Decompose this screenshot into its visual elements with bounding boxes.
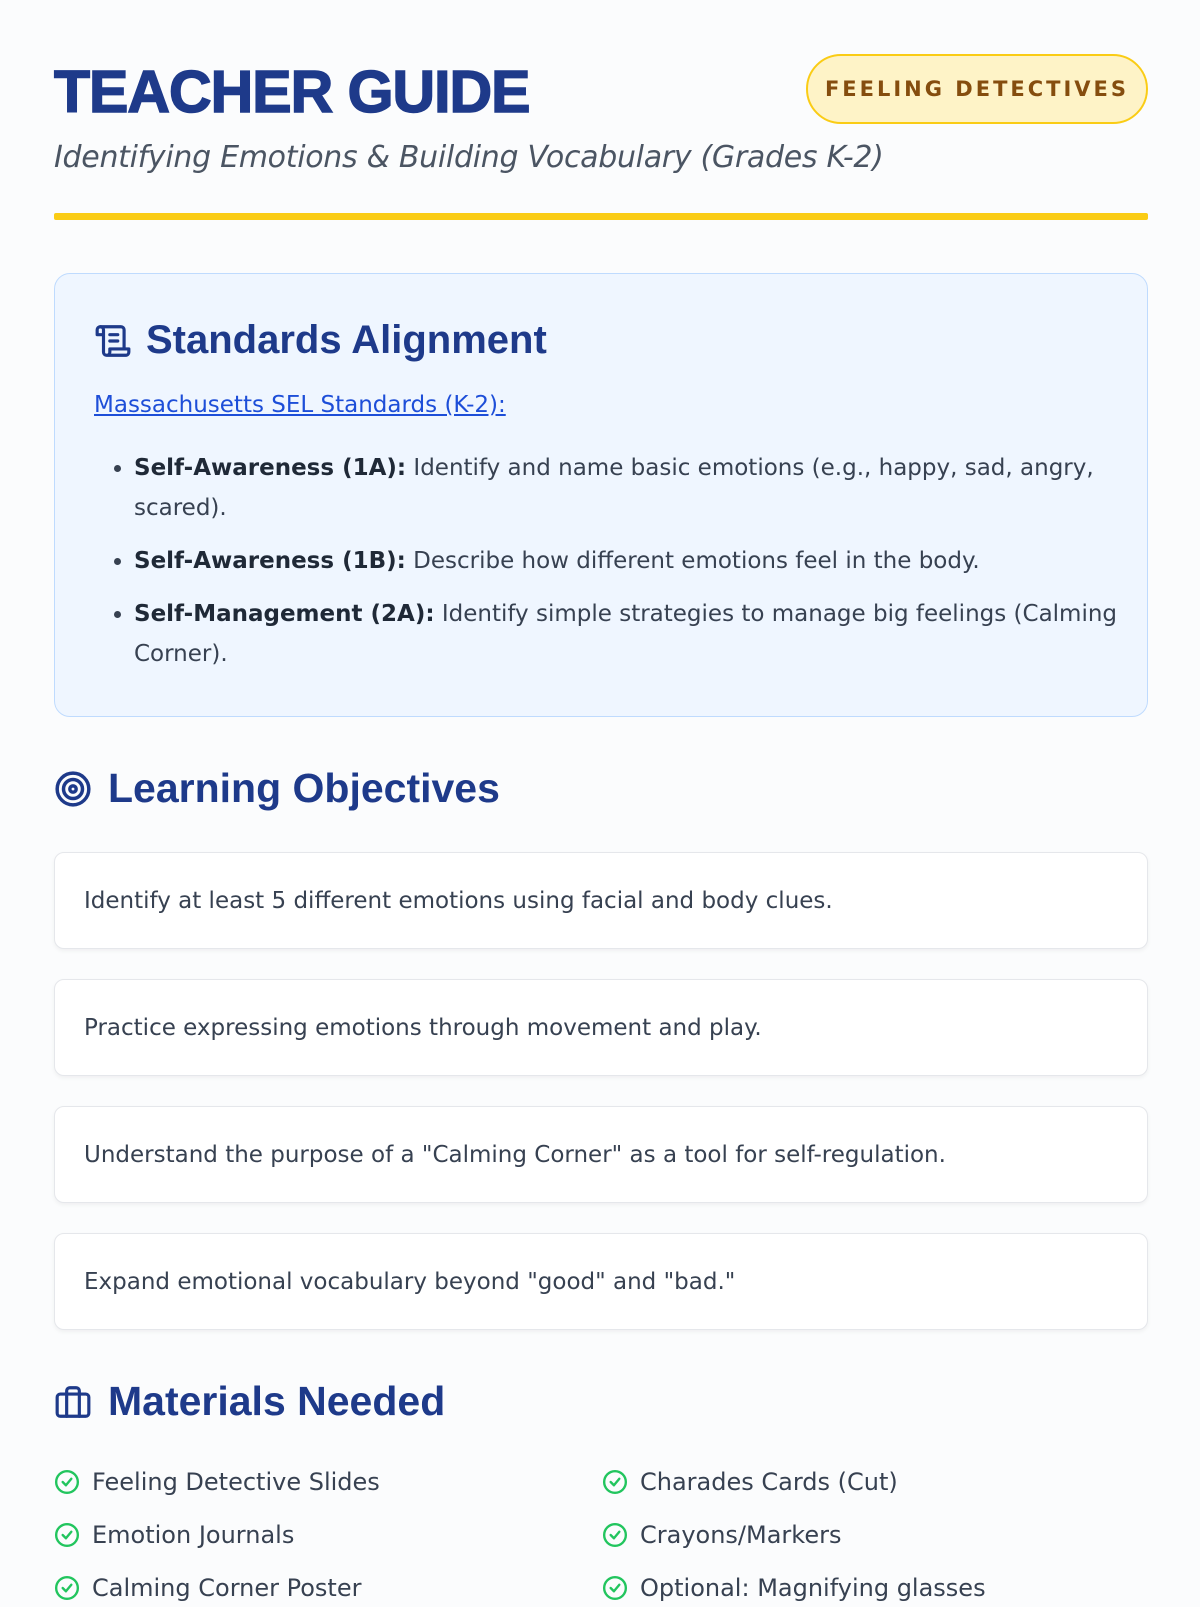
standards-heading [94, 318, 547, 363]
standard-label: Self-Management (2A): [134, 601, 435, 627]
material-label: Optional: Magnifying glasses [640, 1573, 986, 1602]
material-item [602, 1462, 1148, 1501]
material-item [602, 1515, 1148, 1554]
material-item [602, 1568, 1148, 1607]
standards-list [94, 448, 1134, 687]
material-label: Charades Cards (Cut) [640, 1467, 898, 1496]
material-item [54, 1568, 602, 1607]
objective-card [54, 1106, 1148, 1203]
header [54, 0, 1148, 221]
standard-item [134, 448, 1134, 528]
objective-text: Expand emotional vocabulary beyond "good" and "bad." [84, 1268, 736, 1295]
standard-item [134, 541, 1134, 581]
standard-text: Identify simple strategies to manage big feelings (Calming Corner). [134, 601, 1118, 667]
scroll-icon [94, 322, 132, 360]
objectives-heading [54, 765, 500, 812]
material-label: Emotion Journals [92, 1520, 295, 1549]
standard-label: Self-Awareness (1A): [134, 455, 407, 481]
objectives-heading-text: Learning Objectives [108, 765, 500, 811]
teacher-guide-page [54, 0, 1148, 1602]
standard-label: Self-Awareness (1B): [134, 548, 406, 574]
standard-item [134, 594, 1134, 674]
check-circle-icon [54, 1522, 80, 1548]
material-label: Feeling Detective Slides [92, 1467, 380, 1496]
standard-text: Identify and name basic emotions (e.g., happy, sad, angry, scared). [134, 455, 1094, 521]
check-circle-icon [602, 1575, 628, 1601]
objective-text: Understand the purpose of a "Calming Corner" as a tool for self-regulation. [84, 1141, 946, 1168]
check-circle-icon [54, 1469, 80, 1495]
check-circle-icon [602, 1522, 628, 1548]
objective-card [54, 1233, 1148, 1330]
materials-heading [54, 1378, 445, 1425]
check-circle-icon [602, 1469, 628, 1495]
materials-list [54, 1462, 1148, 1607]
standard-text: Describe how different emotions feel in the body. [405, 548, 980, 574]
page-subtitle: Identifying Emotions & Building Vocabulary (Grades K-2) [54, 140, 884, 175]
material-item [54, 1462, 602, 1501]
lesson-badge: FEELING DETECTIVES [806, 54, 1148, 124]
objective-card [54, 979, 1148, 1076]
sel-standards-link[interactable]: Massachusetts SEL Standards (K-2): [94, 392, 506, 418]
material-label: Crayons/Markers [640, 1520, 842, 1549]
objective-text: Practice expressing emotions through movement and play. [84, 1014, 762, 1041]
material-label: Calming Corner Poster [92, 1573, 362, 1602]
header-divider [54, 213, 1148, 220]
objective-text: Identify at least 5 different emotions using facial and body clues. [84, 887, 833, 914]
materials-heading-text: Materials Needed [108, 1378, 446, 1424]
target-icon [54, 770, 92, 808]
objective-card [54, 852, 1148, 949]
check-circle-icon [54, 1575, 80, 1601]
briefcase-icon [54, 1383, 92, 1421]
material-item [54, 1515, 602, 1554]
page-title: TEACHER GUIDE [54, 59, 530, 125]
standards-heading-text: Standards Alignment [146, 318, 547, 362]
